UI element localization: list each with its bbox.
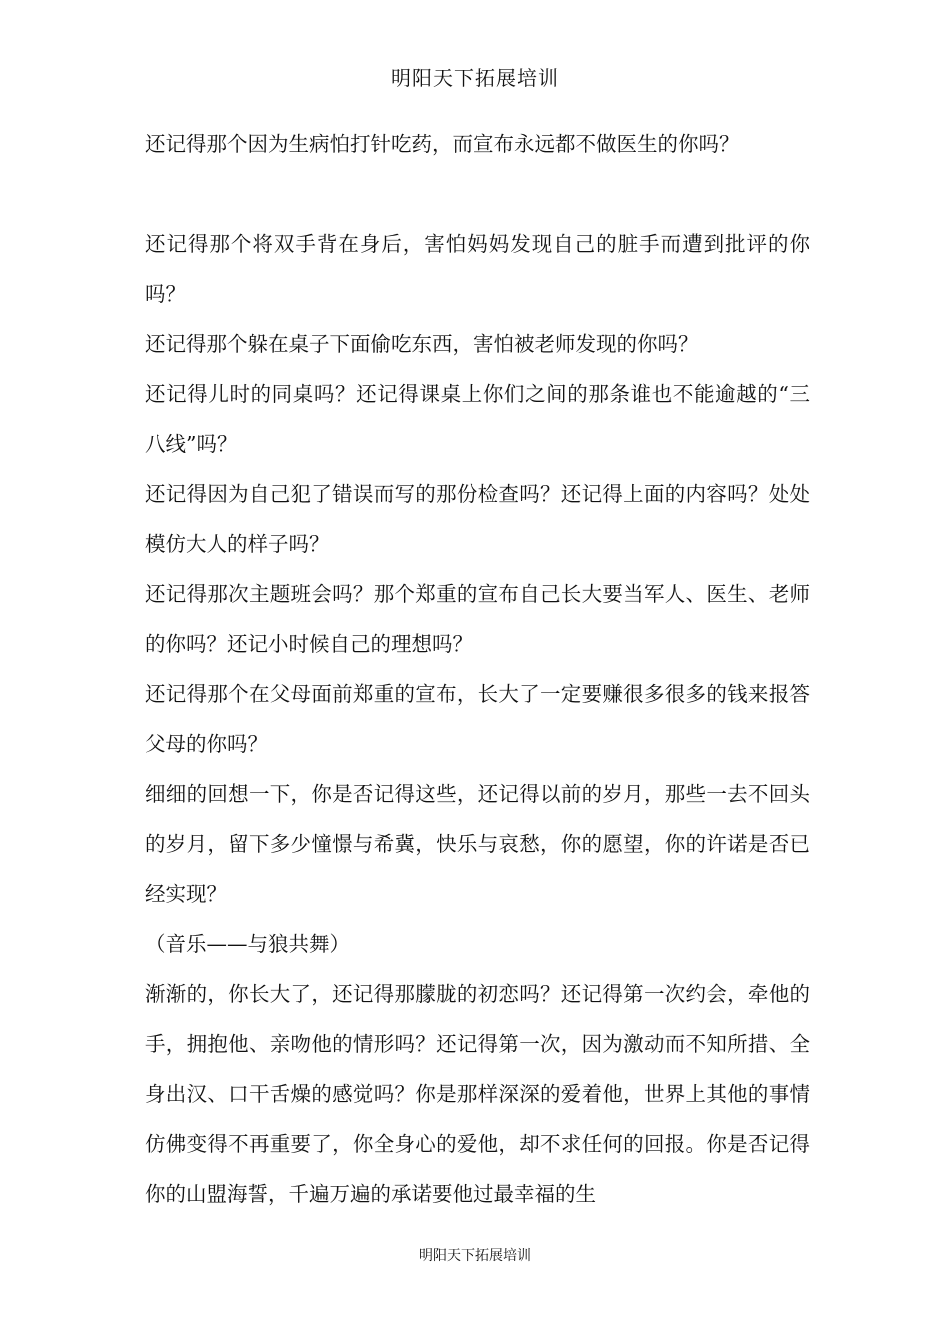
paragraph: 还记得那次主题班会吗？那个郑重的宣布自己长大要当军人、医生、老师的你吗？还记小时候自己的理想吗？ bbox=[145, 582, 810, 656]
music-note: （音乐——与狼共舞） bbox=[145, 932, 350, 956]
paragraph: 还记得那个在父母面前郑重的宣布，长大了一定要赚很多很多的钱来报答父母的你吗？ bbox=[145, 682, 810, 756]
paragraph: 渐渐的，你长大了，还记得那朦胧的初恋吗？还记得第一次约会，牵他的手，拥抱他、亲吻他的情形吗？还记得第一次，因为激动而不知所措、全身出汉、口干舌燥的感觉吗？你是那样深深的爱着他，世界上其他的事情仿佛变得不再重要了，你全身心的爱他，却不求任何的回报。你是否记得你的山盟海誓，千遍万遍的承诺要他过最幸福的生 bbox=[145, 982, 810, 1206]
document-body bbox=[145, 119, 810, 1219]
page-footer: 明阳天下拓展培训 bbox=[419, 1248, 531, 1264]
paragraph: 还记得儿时的同桌吗？还记得课桌上你们之间的那条谁也不能逾越的“三八线”吗？ bbox=[145, 382, 810, 456]
paragraph: 还记得因为自己犯了错误而写的那份检查吗？还记得上面的内容吗？处处模仿大人的样子吗？ bbox=[145, 482, 810, 556]
page-header: 明阳天下拓展培训 bbox=[391, 66, 559, 90]
paragraph: 还记得那个因为生病怕打针吃药，而宣布永远都不做医生的你吗？ bbox=[145, 132, 740, 156]
paragraph: 还记得那个将双手背在身后，害怕妈妈发现自己的脏手而遭到批评的你吗？ bbox=[145, 232, 810, 306]
paragraph: 还记得那个躲在桌子下面偷吃东西，害怕被老师发现的你吗？ bbox=[145, 332, 699, 356]
paragraph: 细细的回想一下，你是否记得这些，还记得以前的岁月，那些一去不回头的岁月，留下多少憧憬与希冀，快乐与哀愁，你的愿望，你的许诺是否已经实现？ bbox=[145, 782, 810, 906]
